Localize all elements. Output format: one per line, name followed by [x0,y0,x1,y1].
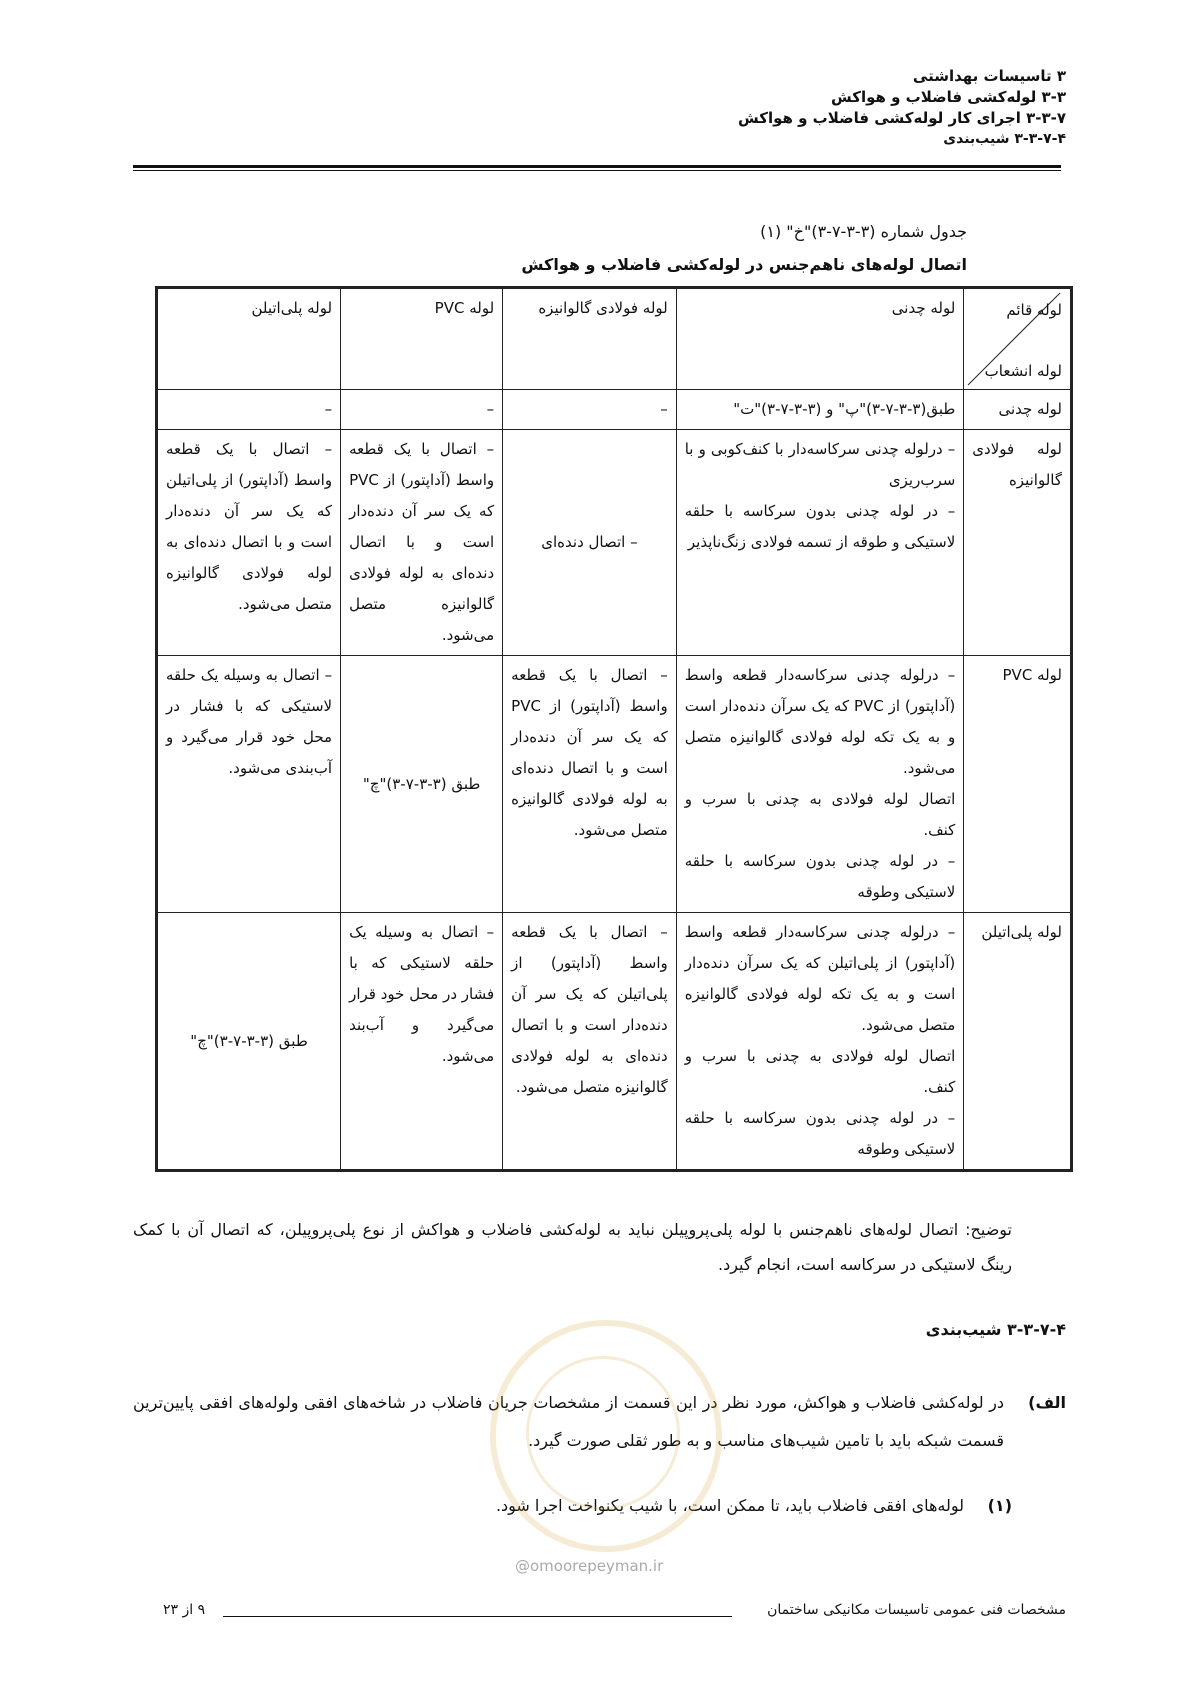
page-header [126,66,1066,150]
table-cell: طبق (۳-۳-۷-۳)"چ" [341,656,503,913]
table-cell: – درلوله چدنی سرکاسه‌دار قطعه واسط (آداپتور) از PVC که یک سرآن دنده‌دار است و به یک تکه لوله فولادی گالوانیزه متصل می‌شود. اتصال لوله فولادی به چدنی با سرب و کنف. – در لوله چدنی بدون سرکاسه با حلقه لاستیکی وطوقه [676,656,964,913]
row-header: لوله فولادی گالوانیزه [964,430,1072,656]
table-cell: – [341,390,503,430]
header-rule-thick [133,165,1061,168]
corner-branch-pipe-label: لوله انشعاب [984,362,1062,380]
paragraph-a [133,1384,1066,1460]
table-cell: – اتصال با یک قطعه واسط (آداپتور) از PVC که یک سر آن دنده‌دار است و با اتصال دنده‌ای به لوله فولادی گالوانیزه متصل می‌شود. [341,430,503,656]
paragraph-1 [496,1496,1012,1515]
table-cell: – اتصال با یک قطعه واسط (آداپتور) از PVC که یک سر آن دنده‌دار است و با اتصال دنده‌ای به لوله فولادی گالوانیزه متصل می‌شود. [503,656,677,913]
table-cell: – درلوله چدنی سرکاسه‌دار قطعه واسط (آداپتور) از پلی‌اتیلن که یک سرآن دنده‌دار است و به یک تکه لوله فولادی گالوانیزه متصل می‌شود. اتصال لوله فولادی به چدنی با سرب و کنف. – در لوله چدنی بدون سرکاسه با حلقه لاستیکی وطوقه [676,913,964,1171]
table-cell: – [157,390,341,430]
paragraph-a-text: در لوله‌کشی فاضلاب و هواکش، مورد نظر در این قسمت از مشخصات جریان فاضلاب در شاخه‌های افقی ولوله‌های افقی پایین‌ترین قسمت شبکه باید با تامین شیب‌های مناسب و به طور ثقلی صورت گیرد. [133,1393,1004,1450]
table-cell: طبق(۳-۳-۷-۳)"پ" و (۳-۳-۷-۳)"ت" [676,390,964,430]
corner-header-cell [964,288,1072,390]
table-title: اتصال لوله‌های ناهم‌جنس در لوله‌کشی فاضلاب و هواکش [521,255,967,274]
footer-rule [223,1616,732,1617]
table-cell: – اتصال با یک قطعه واسط (آداپتور) از پلی‌اتیلن که یک سر آن دنده‌دار است و با اتصال دنده‌ای به لوله فولادی گالوانیزه متصل می‌شود. [503,913,677,1171]
corner-vertical-pipe-label: لوله قائم [1006,301,1062,319]
table-row [157,913,1072,1171]
watermark-url: @omoorepeyman.ir [515,1557,664,1575]
table-cell: – اتصال به وسیله یک حلقه لاستیکی که با فشار در محل خود قرار می‌گیرد و آب‌بندی می‌شود. [157,656,341,913]
paragraph-a-label: الف) [1028,1393,1066,1412]
header-subsection: ۳-۳-۷ اجرای کار لوله‌کشی فاضلاب و هواکش [738,109,1066,127]
pipe-joint-table [155,286,1073,1172]
column-header: لوله PVC [341,288,503,390]
column-header: لوله فولادی گالوانیزه [503,288,677,390]
table-cell: طبق (۳-۳-۷-۳)"چ" [157,913,341,1171]
table-header-row [157,288,1072,390]
table-cell: – درلوله چدنی سرکاسه‌دار با کنف‌کوبی و با سرب‌ریزی – در لوله چدنی بدون سرکاسه با حلقه لاستیکی و طوقه از تسمه فولادی زنگ‌ناپذیر [676,430,964,656]
section-heading: ۳-۳-۷-۴ شیب‌بندی [925,1320,1066,1339]
table-cell: – اتصال دنده‌ای [503,430,677,656]
paragraph-1-label: (۱) [987,1496,1012,1515]
row-header: لوله PVC [964,656,1072,913]
table-note: توضیح: اتصال لوله‌های ناهم‌جنس با لوله پلی‌پروپیلن نباید به لوله‌کشی فاضلاب و هواکش از نوع پلی‌پروپیلن، که اتصال آن با کمک رینگ لاستیکی در سرکاسه است، انجام گیرد. [133,1220,1012,1274]
table-cell: – اتصال به وسیله یک حلقه لاستیکی که با فشار در محل خود قرار می‌گیرد و آب‌بند می‌شود. [341,913,503,1171]
footer-title: مشخصات فنی عمومی تاسیسات مکانیکی ساختمان [767,1602,1066,1618]
column-header: لوله پلی‌اتیلن [157,288,341,390]
header-rule-thin [133,170,1061,171]
table-cell: – اتصال با یک قطعه واسط (آداپتور) از پلی‌اتیلن که یک سر آن دنده‌دار است و با اتصال دنده‌ای به لوله فولادی گالوانیزه متصل می‌شود. [157,430,341,656]
header-chapter: ۳ تاسیسات بهداشتی [912,67,1066,85]
header-section: ۳-۳ لوله‌کشی فاضلاب و هواکش [831,88,1066,106]
header-topic: ۳-۳-۷-۴ شیب‌بندی [943,131,1066,147]
table-row [157,656,1072,913]
paragraph-1-text: لوله‌های افقی فاضلاب باید، تا ممکن است، با شیب یکنواخت اجرا شود. [495,1496,964,1515]
row-header: لوله چدنی [964,390,1072,430]
table-row [157,430,1072,656]
page-number: ۹ از ۲۳ [163,1602,206,1618]
row-header: لوله پلی‌اتیلن [964,913,1072,1171]
table-cell: – [503,390,677,430]
table-row [157,390,1072,430]
table-number: جدول شماره (۳-۳-۷-۳)"خ" (۱) [760,222,967,241]
column-header: لوله چدنی [676,288,964,390]
